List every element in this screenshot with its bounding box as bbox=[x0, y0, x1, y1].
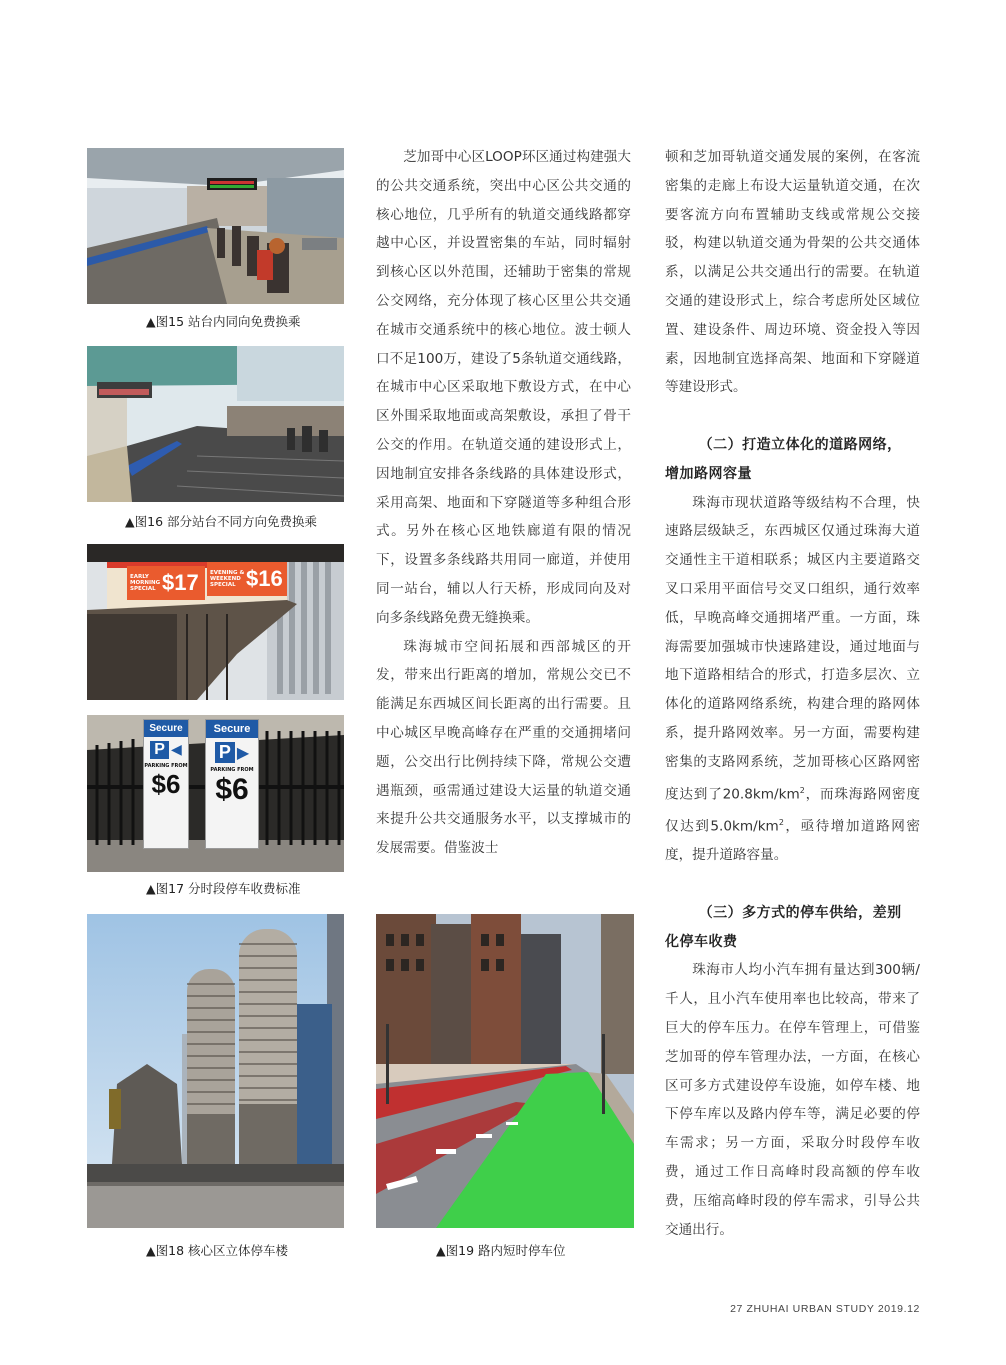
right-paragraph-3: 珠海市人均小汽车拥有量达到300辆/千人，且小汽车使用率也比较高，带来了巨大的停车压力。在停车管理上，可借鉴芝加哥的停车管理办法，一方面，在核心区可多方式建设停车设施，如停车楼、地下停车库以及路内停车等，满足必要的停车需求；另一方面，采取分时段停车收费，通过工作日高峰时段高额的停车收费，压缩高峰时段的停车需求，引导公共交通出行。 bbox=[665, 962, 920, 1238]
section-heading-3-line2: 化停车收费 bbox=[665, 933, 738, 950]
right-paragraph-1: 顿和芝加哥轨道交通发展的案例，在客流密集的走廊上布设大运量轨道交通，在次要客流方向布置辅助支线或常规公交接驳，构建以轨道交通为骨架的公共交通体系，以满足公共交通出行的需要。在轨道交通的建设形式上，综合考虑所处区域位置、建设条件、周边环境、资金投入等因素，因地制宜选择高架、地面和下穿隧道等建设形式。 bbox=[665, 149, 920, 396]
evening-sign-line3: SPECIAL bbox=[210, 582, 236, 588]
figure-17-caption: ▲图17 分时段停车收费标准 bbox=[146, 881, 301, 896]
panel-right-price: $6 bbox=[215, 773, 249, 806]
early-morning-sign bbox=[127, 566, 205, 600]
p2-value-1: 20.8km/km bbox=[722, 786, 800, 803]
evening-sign-line1: EVENING & bbox=[210, 570, 245, 576]
section-heading-2-line2: 增加路网容量 bbox=[665, 465, 752, 482]
figure-19-caption: ▲图19 路内短时停车位 bbox=[436, 1243, 566, 1258]
figure-15-caption: ▲图15 站台内同向免费换乘 bbox=[146, 314, 301, 329]
early-sign-line1: EARLY bbox=[130, 574, 149, 580]
section-heading-3-line1: （三）多方式的停车供给，差别 bbox=[698, 904, 902, 921]
middle-paragraph-1: 芝加哥中心区LOOP环区通过构建强大的公共交通系统，突出中心区公共交通的核心地位，几乎所有的轨道交通线路都穿越中心区，并设置密集的车站，同时辐射到核心区以外范围，还辅助于密集的常规公交网络，充分体现了核心区里公共交通在城市交通系统中的核心地位。波士顿人口不足100万，建设了5条轨道交通线路，在城市中心区采取地下敷设方式，在中心区外围采取地面或高架敷设，承担了骨干公交的作用。在轨道交通的建设形式上，因地制宜安排各条线路的具体建设形式，采用高架、地面和下穿隧道等多种组合形式。另外在核心区地铁廊道有限的情况下，设置多条线路共用同一廊道，并使用同一站台，辅以人行天桥，形成同向及对向多条线路免费无缝换乘。 bbox=[376, 149, 631, 626]
p2-text-a: 珠海市现状道路等级结构不合理，快速路层级缺乏，东西城区仅通过珠海大道交通性主干道相联系；城区内主要道路交叉口采用平面信号交叉口组织，通行效率低，早晚高峰交通拥堵严重。一方面，珠海需要加强城市快速路建设，通过地面与地下道路相结合的形式，打造多层次、立体化的道路网络系统，构建合理的路网体系，提升路网效率。另一方面，需要构建密集的支路网系统，芝加哥核心区路网密度达到了 bbox=[665, 494, 920, 803]
p2-text-end: ，亟待增加道路网密度，提升道路容量。 bbox=[665, 818, 921, 864]
figure-18-photo bbox=[87, 914, 344, 1228]
middle-text-column bbox=[376, 143, 631, 863]
panel-left-text: PARKING FROM bbox=[144, 763, 188, 769]
panel-left-price: $6 bbox=[151, 769, 181, 799]
panel-left-p-letter: P bbox=[150, 741, 169, 759]
spacer bbox=[665, 402, 920, 431]
p2-text-mid: ，而珠海路网密度仅达到 bbox=[665, 786, 920, 835]
panel-right-brand: Secure bbox=[206, 720, 258, 738]
evening-weekend-sign bbox=[207, 562, 287, 596]
figure-15-photo bbox=[87, 148, 344, 304]
early-sign-line3: SPECIAL bbox=[130, 586, 156, 592]
evening-sign-price: $16 bbox=[246, 566, 283, 591]
page-footer: 27 ZHUHAI URBAN STUDY 2019.12 bbox=[730, 1303, 920, 1315]
figure-16-caption: ▲图16 部分站台不同方向免费换乘 bbox=[125, 514, 317, 529]
panel-right-text: PARKING FROM bbox=[210, 767, 254, 773]
right-text-column bbox=[665, 143, 920, 1244]
middle-paragraph-2: 珠海城市空间拓展和西部城区的开发，带来出行距离的增加，常规公交已不能满足东西城区间长距离的出行需要。且中心城区早晚高峰存在严重的交通拥堵问题，公交出行比例持续下降，常规公交遭遇瓶颈，亟需通过建设大运量的轨道交通来提升公共交通服务水平，以支撑城市的发展需要。借鉴波士 bbox=[376, 638, 631, 857]
figure-18-caption: ▲图18 核心区立体停车楼 bbox=[146, 1243, 288, 1258]
p2-value-2: 5.0km/km bbox=[710, 818, 779, 835]
section-heading-2-line1: （二）打造立体化的道路网络， bbox=[698, 436, 902, 453]
panel-left-p bbox=[144, 741, 188, 759]
spacer bbox=[665, 870, 920, 899]
evening-sign-line2: WEEKEND bbox=[210, 576, 241, 582]
p2-sup-2: 2 bbox=[778, 817, 784, 827]
arrow-right-icon: ▶ bbox=[236, 743, 250, 762]
arrow-left-icon: ◀ bbox=[170, 742, 182, 758]
parking-panel-left bbox=[143, 719, 189, 849]
early-sign-line2: MORNING bbox=[130, 580, 161, 586]
figure-16-photo bbox=[87, 346, 344, 502]
section-heading-2 bbox=[665, 431, 920, 489]
panel-right-p-letter: P bbox=[215, 742, 235, 763]
figure-17-photo-signs bbox=[87, 544, 344, 700]
right-paragraph-2 bbox=[665, 489, 920, 870]
panel-left-brand: Secure bbox=[144, 720, 188, 737]
panel-right-p bbox=[206, 742, 258, 763]
figure-17-photo-panels bbox=[87, 715, 344, 872]
section-heading-3 bbox=[665, 899, 920, 957]
parking-panel-right bbox=[205, 719, 259, 849]
p2-sup-1: 2 bbox=[799, 785, 805, 795]
early-sign-price: $17 bbox=[162, 570, 199, 595]
figure-19-photo bbox=[376, 914, 634, 1228]
